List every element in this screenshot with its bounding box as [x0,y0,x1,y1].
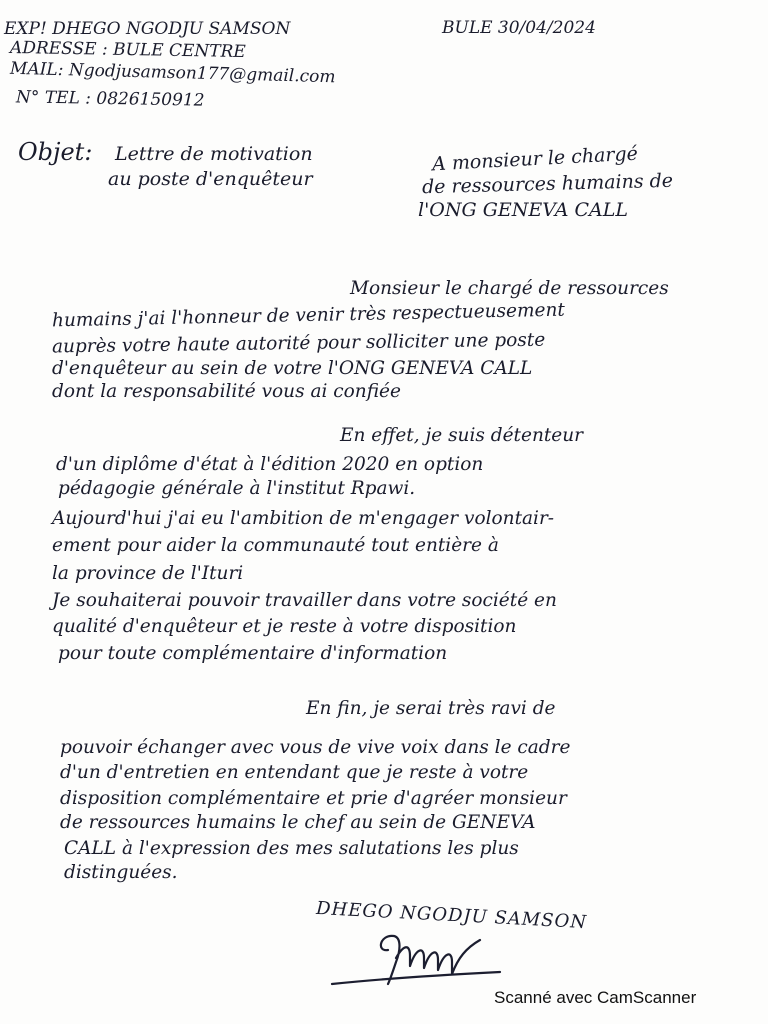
body-line: pouvoir échanger avec vous de vive voix dans le cadre [60,737,571,758]
sender-phone: N° TEL : 0826150912 [15,87,205,111]
object-line-2: au poste d'enquêteur [108,168,313,190]
body-line: distinguées. [64,862,178,883]
body-line: ement pour aider la communauté tout entière à [52,535,499,556]
body-line: qualité d'enquêteur et je reste à votre disposition [52,616,517,637]
body-line: Je souhaiterai pouvoir travailler dans votre société en [52,590,557,611]
body-line: d'un diplôme d'état à l'édition 2020 en option [56,454,484,475]
sender-address: ADRESSE : BULE CENTRE [9,37,246,63]
body-line: dont la responsabilité vous ai confiée [52,381,401,402]
sender-email: MAIL: Ngodjusamson177@gmail.com [9,58,336,88]
recipient-line-2: de ressources humains de [421,169,674,199]
recipient-line-1: A monsieur le chargé [431,142,639,176]
body-line: la province de l'Ituri [52,563,244,584]
signature-name: DHEGO NGODJU SAMSON [315,897,588,934]
body-line: Monsieur le chargé de ressources [350,278,669,299]
body-line: d'enquêteur au sein de votre l'ONG GENEVA CALL [52,358,533,379]
recipient-line-3: l'ONG GENEVA CALL [418,199,628,221]
body-line: d'un d'entretien en entendant que je reste à votre [60,762,529,783]
body-line: pour toute complémentaire d'information [58,643,448,664]
body-line: En effet, je suis détenteur [340,425,583,446]
body-line: En fin, je serai très ravi de [306,698,556,719]
body-line: Aujourd'hui j'ai eu l'ambition de m'engager volontair- [52,508,555,529]
signature-mark-icon [330,922,510,994]
body-line: auprès votre haute autorité pour solliciter une poste [51,329,546,358]
letter-date: BULE 30/04/2024 [442,18,596,38]
camscanner-footer: Scanné avec CamScanner [494,988,697,1007]
body-line: disposition complémentaire et prie d'agréer monsieur [60,788,567,809]
body-line: humains j'ai l'honneur de venir très respectueusement [51,299,566,332]
body-line: CALL à l'expression des mes salutations les plus [64,838,519,859]
body-line: pédagogie générale à l'institut Rpawi. [58,478,416,499]
object-label: Objet: [18,138,93,166]
body-line: de ressources humains le chef au sein de GENEVA [60,812,536,833]
sender-exp: EXP! DHEGO NGODJU SAMSON [4,19,291,39]
object-line-1: Lettre de motivation [115,143,313,165]
